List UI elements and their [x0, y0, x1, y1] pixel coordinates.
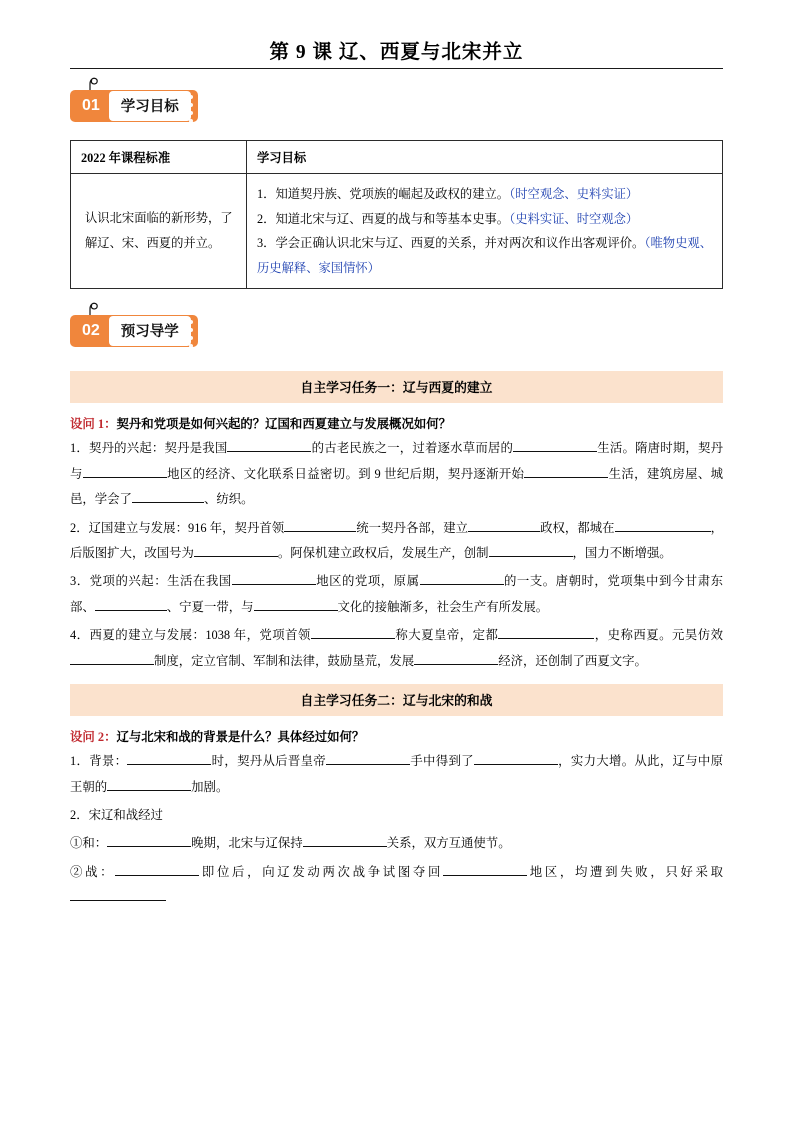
task-bar-two: 自主学习任务二：辽与北宋的和战 — [70, 684, 723, 716]
blank-field[interactable] — [513, 451, 597, 452]
text-segment: 。阿保机建立政权后，发展生产，创制 — [277, 546, 489, 561]
fill-blank-paragraph — [70, 831, 723, 856]
section-badge — [70, 315, 198, 347]
text-segment: 、宁夏一带，与 — [166, 599, 254, 614]
blank-field[interactable] — [127, 764, 211, 765]
text-segment: 制度，定立官制、军制和法律，鼓励垦荒，发展 — [154, 653, 415, 668]
text-segment: ①和： — [70, 836, 108, 851]
goal-tag: （唯物史观、历史解释、家国情怀） — [257, 236, 712, 275]
text-segment: 的一支。唐朝时，党项集中到今甘肃东部、 — [70, 574, 724, 614]
text-segment: 即位后，向辽发动两次战争试图夺回 — [199, 864, 444, 879]
blank-field[interactable] — [414, 664, 498, 665]
goal-text: 2．知道北宋与辽、西夏的战与和等基本史事。 — [257, 211, 510, 226]
section-badge — [70, 90, 198, 122]
goal-text: 3．学会正确认识北宋与辽、西夏的关系，并对两次和议作出客观评价。 — [257, 236, 645, 251]
fill-blank-paragraph — [70, 623, 723, 674]
fill-blank-paragraph — [70, 436, 723, 512]
blank-field[interactable] — [83, 477, 167, 478]
text-segment: ，史称西夏。元昊仿效 — [594, 628, 724, 643]
blank-field[interactable] — [132, 502, 204, 503]
text-segment: 的古老民族之一，过着逐水草而居的 — [311, 441, 514, 456]
header-divider — [70, 68, 723, 69]
blank-field[interactable] — [303, 846, 387, 847]
text-segment: 晚期，北宋与辽保持 — [191, 836, 303, 851]
text-segment: ，国力不断增强。 — [572, 546, 672, 561]
text-segment: 、纺织。 — [203, 492, 254, 507]
text-segment: 地区的党项，原属 — [315, 574, 420, 589]
goal-text: 1．知道契丹族、党项族的崛起及政权的建立。 — [257, 187, 510, 201]
fill-blank-paragraph — [70, 516, 723, 567]
blank-field[interactable] — [194, 556, 278, 557]
section-number: 02 — [82, 322, 100, 340]
blank-field[interactable] — [107, 846, 191, 847]
text-segment: 经济，还创制了西夏文字。 — [498, 653, 647, 668]
section-banner-learning-objectives — [70, 90, 723, 136]
list-item — [257, 182, 712, 207]
fill-blank-paragraph — [70, 569, 723, 620]
text-segment: ，后版图扩大，改国号为 — [70, 520, 724, 561]
text-segment: 2．辽国建立与发展：916 年，契丹首领 — [70, 520, 285, 535]
blank-field[interactable] — [489, 556, 573, 557]
page-title: 第 9 课 辽、西夏与北宋并立 — [269, 42, 524, 63]
blank-field[interactable] — [311, 638, 395, 639]
text-segment: 文化的接触渐多，社会生产有所发展。 — [337, 599, 549, 614]
text-segment: 生活。隋唐时期，契丹与 — [70, 441, 724, 481]
learning-goals-cell — [247, 174, 723, 289]
text-segment: 手中得到了 — [410, 754, 474, 769]
blank-field[interactable] — [284, 531, 356, 532]
text-segment: 生活，建筑房屋、城邑，学会了 — [70, 466, 724, 507]
goal-tag: （史料实证、时空观念） — [509, 211, 639, 226]
list-item — [257, 207, 712, 232]
blank-field[interactable] — [232, 584, 316, 585]
blank-field[interactable] — [443, 875, 527, 876]
question-one — [70, 414, 723, 432]
section-number: 01 — [82, 97, 100, 114]
objective-table — [70, 140, 723, 289]
question-label: 设问 1： — [70, 417, 117, 432]
curriculum-standard-text: 认识北宋面临的新形势，了解辽、宋、西夏的并立。 — [71, 174, 247, 289]
blank-field[interactable] — [498, 638, 594, 639]
blank-field[interactable] — [70, 900, 166, 901]
banner-dots-icon — [188, 320, 195, 342]
text-segment: 4．西夏的建立与发展：1038 年，党项首领 — [70, 628, 311, 643]
question-text: 契丹和党项是如何兴起的？辽国和西夏建立与发展概况如何？ — [116, 417, 452, 432]
section-label: 预习导学 — [109, 316, 191, 346]
fill-blank-paragraph — [70, 749, 723, 800]
col-header-goals: 学习目标 — [247, 141, 723, 174]
blank-field[interactable] — [254, 610, 338, 611]
blank-field[interactable] — [326, 764, 410, 765]
text-segment: ，实力大增。从此，辽与中原王朝的 — [70, 754, 724, 794]
fill-blank-paragraph — [70, 860, 723, 911]
text-segment: 关系，双方互通使节。 — [386, 836, 511, 851]
text-segment: 统一契丹各部，建立 — [356, 520, 469, 535]
text-segment: 1．契丹的兴起：契丹是我国 — [70, 441, 228, 456]
col-header-standard: 2022 年课程标准 — [71, 141, 247, 174]
table-row — [71, 174, 723, 289]
goal-tag: （时空观念、史料实证） — [509, 187, 639, 201]
text-segment: 地区，均遭到失败，只好采取 — [527, 864, 724, 879]
list-item — [257, 231, 712, 280]
blank-field[interactable] — [95, 610, 167, 611]
banner-dots-icon — [188, 95, 195, 117]
blank-field[interactable] — [227, 451, 311, 452]
blank-field[interactable] — [107, 790, 191, 791]
table-header-row — [71, 141, 723, 174]
text-segment: 加剧。 — [191, 779, 229, 794]
blank-field[interactable] — [468, 531, 540, 532]
text-segment: 政权，都城在 — [540, 520, 615, 535]
text-segment: 地区的经济、文化联系日益密切。到 9 世纪后期，契丹逐渐开始 — [166, 466, 525, 481]
text-segment: 称大夏皇帝，定都 — [394, 628, 499, 643]
blank-field[interactable] — [615, 531, 711, 532]
blank-field[interactable] — [115, 875, 199, 876]
blank-field[interactable] — [70, 664, 154, 665]
text-segment: 1．背景： — [70, 754, 128, 769]
section-label: 学习目标 — [109, 91, 191, 121]
blank-field[interactable] — [474, 764, 558, 765]
text-segment: 3．党项的兴起：生活在我国 — [70, 574, 232, 589]
text-segment: 时，契丹从后晋皇帝 — [211, 754, 327, 769]
question-two — [70, 727, 723, 745]
subheading-song-liao: 2．宋辽和战经过 — [70, 808, 163, 823]
question-label: 设问 2： — [70, 730, 117, 745]
text-segment: ②战： — [70, 864, 116, 879]
blank-field[interactable] — [524, 477, 608, 478]
section-banner-preview-guide — [70, 315, 723, 361]
question-text: 辽与北宋和战的背景是什么？具体经过如何？ — [116, 730, 365, 745]
task-bar-one: 自主学习任务一：辽与西夏的建立 — [70, 371, 723, 403]
blank-field[interactable] — [420, 584, 504, 585]
